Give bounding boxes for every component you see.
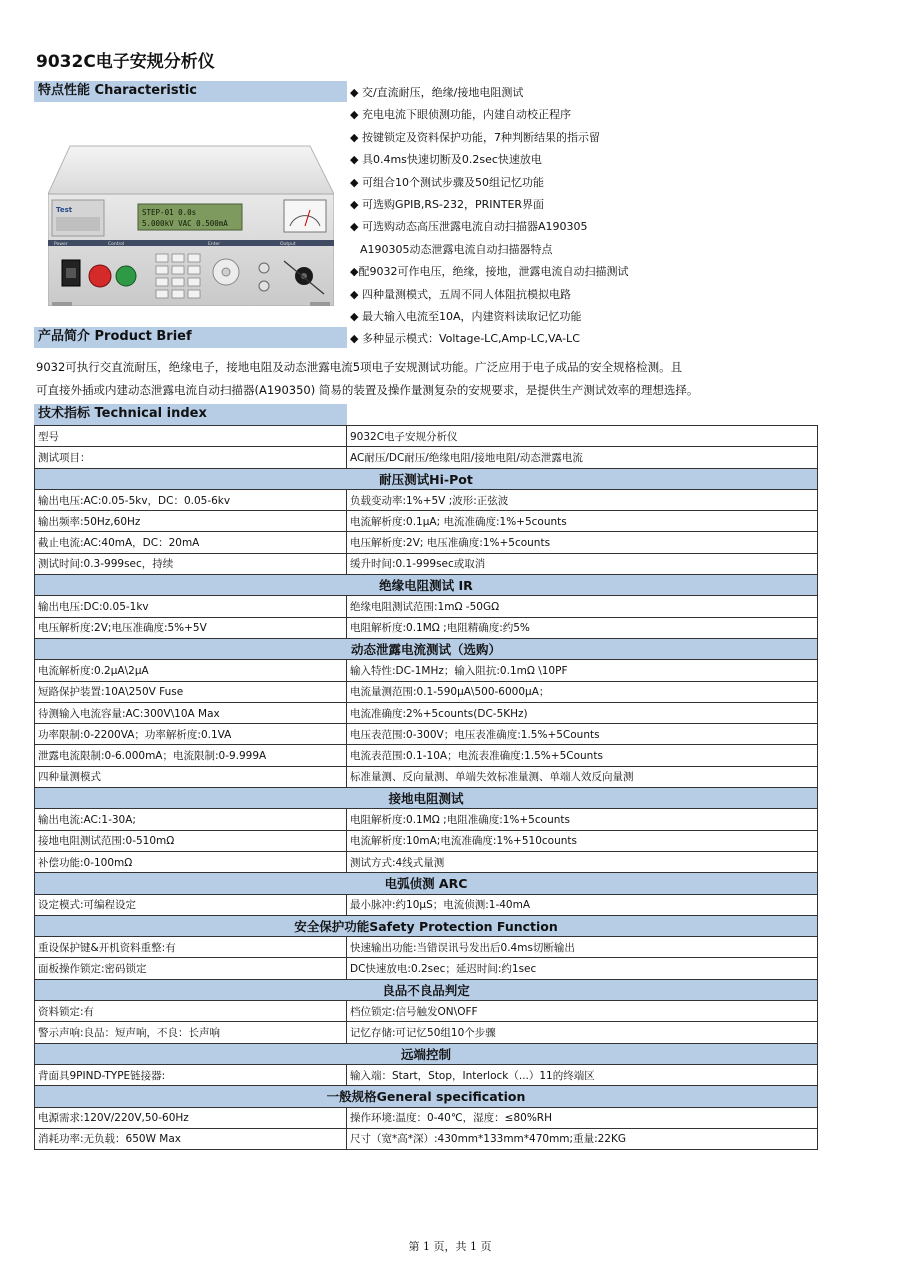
feature-item: ◆ 四种量测模式，五周不同人体阻抗模拟电路 xyxy=(350,287,571,301)
spec-cell-left: 输出电流:AC:1-30A; xyxy=(35,809,347,830)
spec-cell-right: 电流准确度:2%+5counts(DC-5KHz) xyxy=(347,702,818,723)
spec-cell-left: 输出电压:AC:0.05-5kv，DC：0.05-6kv xyxy=(35,489,347,510)
brief-line-2: 可直接外插或内建动态泄露电流自动扫描器(A190350) 简易的装置及操作量测复杂的安规要求，是提供生产测试效率的理想选择。 xyxy=(36,383,699,397)
spec-cell-left: 背面具9PIND-TYPE链接器: xyxy=(35,1064,347,1085)
spec-row xyxy=(35,851,818,872)
spec-section-title: 良品不良品判定 xyxy=(35,979,818,1000)
spec-row xyxy=(35,1001,818,1022)
feature-item: ◆ 最大输入电流至10A，内建资料读取记忆功能 xyxy=(350,309,582,323)
spec-row xyxy=(35,724,818,745)
feature-item: ◆ 具0.4ms快速切断及0.2sec快速放电 xyxy=(350,153,542,167)
spec-section-header xyxy=(35,1086,818,1107)
spec-section-header xyxy=(35,638,818,659)
spec-cell-right: 记忆存储:可记忆50组10个步骤 xyxy=(347,1022,818,1043)
spec-cell-right: 电压解析度:2V; 电压准确度:1%+5counts xyxy=(347,532,818,553)
spec-row xyxy=(35,958,818,979)
product-brief-text xyxy=(36,356,826,400)
spec-section-title: 绝缘电阻测试 IR xyxy=(35,575,818,596)
panel-label-enter: Enter xyxy=(208,242,221,247)
spec-section-header xyxy=(35,873,818,894)
spec-row xyxy=(35,745,818,766)
spec-cell-right: 电流量测范围:0.1-590μA\500-6000μA； xyxy=(347,681,818,702)
spec-section-title: 动态泄露电流测试（选购） xyxy=(35,638,818,659)
technical-index-header: 技术指标 Technical index xyxy=(34,404,347,425)
page-footer: 第 1 页，共 1 页 xyxy=(408,1240,492,1253)
spec-cell-left: 截止电流:AC:40mA，DC：20mA xyxy=(35,532,347,553)
spec-cell-left: 测试时间:0.3-999sec，持续 xyxy=(35,553,347,574)
spec-section-header xyxy=(35,915,818,936)
spec-cell-left: 警示声响:良品：短声响，不良：长声响 xyxy=(35,1022,347,1043)
spec-row xyxy=(35,830,818,851)
spec-section-title: 远端控制 xyxy=(35,1043,818,1064)
spec-cell-left: 短路保护装置:10A\250V Fuse xyxy=(35,681,347,702)
spec-row xyxy=(35,596,818,617)
spec-row xyxy=(35,1022,818,1043)
feature-item: ◆ 可组合10个测试步骤及50组记忆功能 xyxy=(350,175,544,189)
spec-section-header xyxy=(35,575,818,596)
lcd-line-2: 5.000kV VAC 0.500mA xyxy=(142,219,228,228)
spec-cell-right: 电流解析度:0.1μA; 电流准确度:1%+5counts xyxy=(347,511,818,532)
spec-cell-right: 负载变动率:1%+5V ;波形:正弦波 xyxy=(347,489,818,510)
spec-section-title: 安全保护功能Safety Protection Function xyxy=(35,915,818,936)
spec-cell-left: 接地电阻测试范围:0-510mΩ xyxy=(35,830,347,851)
spec-cell-right: AC耐压/DC耐压/绝缘电阻/接地电阻/动态泄露电流 xyxy=(347,447,818,468)
spec-cell-right: 电流表范围:0.1-10A；电流表准确度:1.5%+5Counts xyxy=(347,745,818,766)
spec-cell-left: 测试项目： xyxy=(35,447,347,468)
spec-row xyxy=(35,489,818,510)
spec-cell-right: 电阻解析度:0.1MΩ ;电阻准确度:1%+5counts xyxy=(347,809,818,830)
spec-row xyxy=(35,894,818,915)
document-title: 9032C电子安规分析仪 xyxy=(36,52,215,72)
spec-cell-left: 电压解析度:2V;电压准确度:5%+5V xyxy=(35,617,347,638)
brief-line-1: 9032可执行交直流耐压，绝缘电子，接地电阻及动态泄露电流5项电子安规测试功能。广泛应用于电子成品的安全规格检测。且 xyxy=(36,360,683,374)
spec-cell-right: 电压表范围:0-300V；电压表准确度:1.5%+5Counts xyxy=(347,724,818,745)
spec-row xyxy=(35,809,818,830)
panel-label-power: Power xyxy=(54,242,68,247)
spec-row xyxy=(35,617,818,638)
product-photo xyxy=(48,116,334,306)
spec-cell-right: 缓升时间:0.1-999sec或取消 xyxy=(347,553,818,574)
spec-section-title: 耐压测试Hi-Pot xyxy=(35,468,818,489)
feature-item: ◆ 可选购动态高压泄露电流自动扫描器A190305 xyxy=(350,220,588,234)
feature-list xyxy=(350,82,820,351)
spec-section-header xyxy=(35,468,818,489)
spec-row xyxy=(35,426,818,447)
lcd-line-1: STEP-01 0.0s xyxy=(142,208,197,217)
spec-row xyxy=(35,766,818,787)
spec-cell-left: 泄露电流限制:0-6.000mA；电流限制:0-9.999A xyxy=(35,745,347,766)
spec-cell-right: 绝缘电阻测试范围:1mΩ -50GΩ xyxy=(347,596,818,617)
spec-section-header xyxy=(35,979,818,1000)
spec-section-title: 一般规格General specification xyxy=(35,1086,818,1107)
spec-cell-left: 型号 xyxy=(35,426,347,447)
spec-cell-right: DC快速放电:0.2sec；延迟时间:约1sec xyxy=(347,958,818,979)
spec-cell-right: 快速输出功能:当错误讯号发出后0.4ms切断输出 xyxy=(347,937,818,958)
spec-cell-left: 重设保护键&开机资料重整:有 xyxy=(35,937,347,958)
feature-item: ◆ 可选购GPIB,RS-232，PRINTER界面 xyxy=(350,197,545,211)
spec-row xyxy=(35,553,818,574)
product-brief-header: 产品简介 Product Brief xyxy=(34,327,347,348)
characteristic-header: 特点性能 Characteristic xyxy=(34,81,347,102)
spec-cell-right: 标准量测、反向量测、单端失效标准量测、单端人效反向量测 xyxy=(347,766,818,787)
spec-section-title: 电弧侦测 ARC xyxy=(35,873,818,894)
spec-cell-right: 输入特性:DC-1MHz；输入阻抗:0.1mΩ \10PF xyxy=(347,660,818,681)
spec-table xyxy=(34,425,818,1150)
spec-cell-left: 功率限制:0-2200VA；功率解析度:0.1VA xyxy=(35,724,347,745)
device-brand: Test xyxy=(56,206,73,214)
spec-cell-left: 四种量测模式 xyxy=(35,766,347,787)
spec-row xyxy=(35,937,818,958)
spec-cell-left: 补偿功能:0-100mΩ xyxy=(35,851,347,872)
feature-item: ◆ 充电电流下眼侦测功能，内建自动校正程序 xyxy=(350,108,571,122)
spec-cell-right: 尺寸（宽*高*深）:430mm*133mm*470mm;重量:22KG xyxy=(347,1128,818,1149)
spec-section-title: 接地电阻测试 xyxy=(35,788,818,809)
spec-row xyxy=(35,447,818,468)
panel-label-output: Output xyxy=(280,242,296,247)
spec-cell-left: 资料锁定:有 xyxy=(35,1001,347,1022)
feature-item: ◆ 交/直流耐压，绝缘/接地电阻测试 xyxy=(350,86,524,99)
spec-row xyxy=(35,511,818,532)
spec-row xyxy=(35,702,818,723)
spec-row xyxy=(35,1107,818,1128)
spec-row xyxy=(35,660,818,681)
spec-cell-left: 电流解析度:0.2μA\2μA xyxy=(35,660,347,681)
spec-cell-left: 待测输入电流容量:AC:300V\10A Max xyxy=(35,702,347,723)
spec-cell-right: 操作环境:温度：0-40℃，湿度：≤80%RH xyxy=(347,1107,818,1128)
spec-row xyxy=(35,1128,818,1149)
spec-cell-left: 设定模式:可编程设定 xyxy=(35,894,347,915)
spec-row xyxy=(35,532,818,553)
feature-item: ◆ 按键锁定及资料保护功能，7种判断结果的指示留 xyxy=(350,130,600,144)
spec-cell-left: 电源需求:120V/220V,50-60Hz xyxy=(35,1107,347,1128)
spec-cell-left: 输出频率:50Hz,60Hz xyxy=(35,511,347,532)
spec-cell-right: 输入端：Start，Stop，Interlock（...）11的终端区 xyxy=(347,1064,818,1085)
spec-cell-left: 面板操作锁定:密码锁定 xyxy=(35,958,347,979)
spec-section-header xyxy=(35,1043,818,1064)
spec-section-header xyxy=(35,788,818,809)
feature-item: A190305动态泄露电流自动扫描器特点 xyxy=(360,242,553,256)
spec-cell-right: 电阻解析度:0.1MΩ ;电阻精确度:约5% xyxy=(347,617,818,638)
spec-cell-right: 档位锁定:信号触发ON\OFF xyxy=(347,1001,818,1022)
spec-cell-right: 测试方式:4线式量测 xyxy=(347,851,818,872)
spec-row xyxy=(35,1064,818,1085)
spec-cell-right: 最小脉冲:约10μS；电流侦测:1-40mA xyxy=(347,894,818,915)
spec-cell-left: 输出电压:DC:0.05-1kv xyxy=(35,596,347,617)
feature-item: ◆ 多种显示模式：Voltage-LC,Amp-LC,VA-LC xyxy=(350,332,580,346)
panel-label-control: Control xyxy=(108,242,125,247)
spec-row xyxy=(35,681,818,702)
feature-item: ◆配9032可作电压，绝缘，接地，泄露电流自动扫描测试 xyxy=(350,265,629,279)
spec-cell-right: 电流解析度:10mA;电流准确度:1%+510counts xyxy=(347,830,818,851)
spec-cell-right: 9032C电子安规分析仪 xyxy=(347,426,818,447)
spec-cell-left: 消耗功率:无负载：650W Max xyxy=(35,1128,347,1149)
